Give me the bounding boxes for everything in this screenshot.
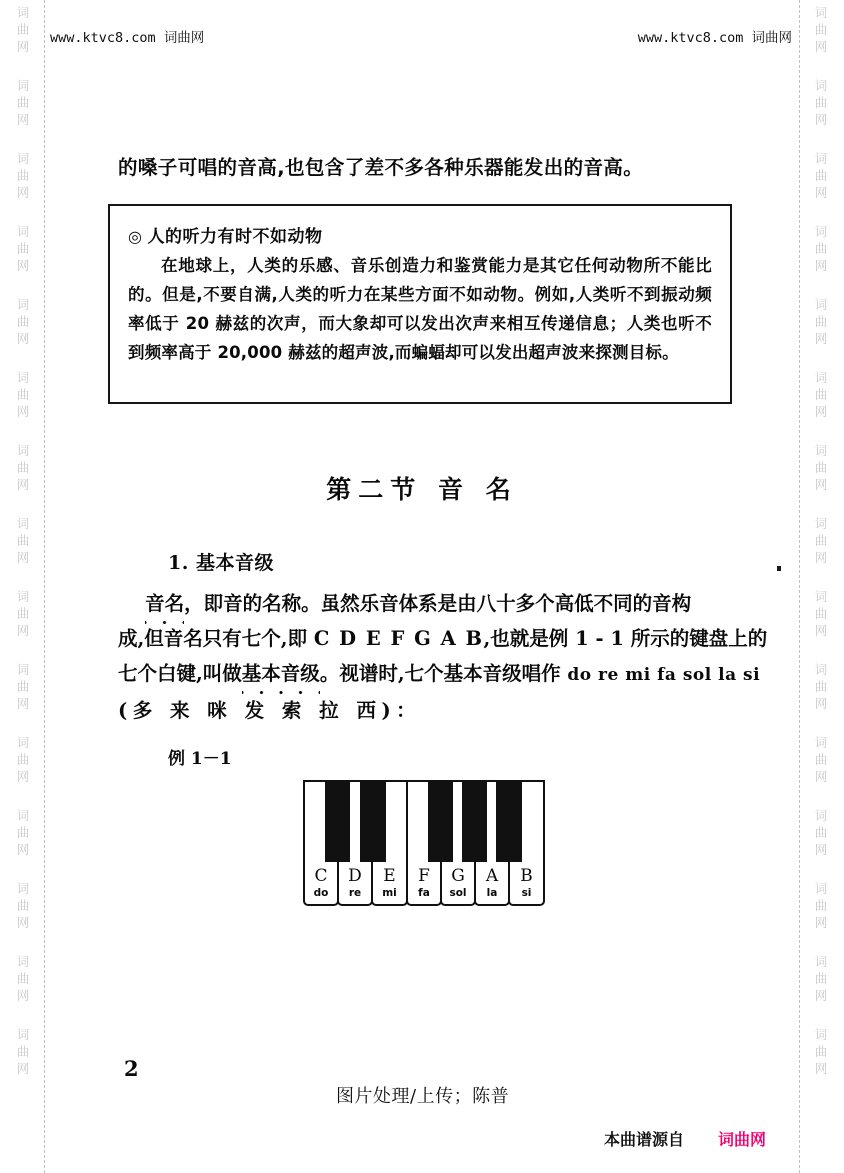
watermark-char: 网 — [814, 1061, 828, 1076]
paragraph-line-1-rest: ，即音的名称。虽然乐音体系是由八十多个高低不同的音构 — [184, 592, 692, 615]
watermark-unit — [17, 369, 30, 420]
paragraph-line-4: (多 来 咪 发 索 拉 西)： — [118, 699, 422, 722]
watermark-char: 网 — [16, 769, 30, 784]
watermark-char: 词 — [814, 735, 828, 750]
watermark-unit — [17, 661, 30, 712]
watermark-char: 词 — [814, 589, 828, 604]
watermark-char: 曲 — [814, 460, 828, 475]
watermark-char: 曲 — [814, 533, 828, 548]
watermark-char: 网 — [814, 39, 828, 54]
key-label-c — [305, 867, 337, 900]
watermark-char: 曲 — [16, 95, 30, 110]
watermark-char: 曲 — [16, 241, 30, 256]
watermark-char: 词 — [16, 589, 30, 604]
paragraph-line-3-b: 。视谱时,七个基本音级唱作 — [319, 662, 568, 685]
watermark-char: 网 — [814, 477, 828, 492]
black-key-a-sharp[interactable] — [496, 780, 522, 862]
source-brand[interactable]: 词曲网 — [718, 1130, 767, 1149]
watermark-unit — [815, 150, 828, 201]
key-syllable: re — [348, 887, 362, 899]
watermark-char: 词 — [814, 662, 828, 677]
note-box-title-text: 人的听力有时不如动物 — [147, 227, 323, 247]
watermark-char: 曲 — [814, 387, 828, 402]
watermark-unit — [815, 661, 828, 712]
watermark-unit — [815, 223, 828, 274]
watermark-char: 曲 — [814, 314, 828, 329]
watermark-unit — [815, 953, 828, 1004]
header-right-url: www.ktvc8.com — [637, 30, 744, 46]
key-syllable: si — [521, 887, 532, 899]
main-paragraph — [118, 586, 768, 728]
watermark-char: 词 — [814, 151, 828, 166]
watermark-char: 网 — [16, 842, 30, 857]
watermark-unit — [17, 4, 30, 55]
paragraph-line-2-a: 成,但音名只有七个,即 — [118, 627, 314, 650]
watermark-char: 网 — [814, 915, 828, 930]
watermark-char: 词 — [16, 662, 30, 677]
watermark-char: 词 — [814, 78, 828, 93]
watermark-char: 网 — [814, 331, 828, 346]
source-attribution — [604, 1127, 766, 1150]
key-label-g — [442, 867, 474, 900]
key-letter: E — [383, 866, 396, 886]
watermark-unit — [17, 77, 30, 128]
paragraph-line-1 — [118, 586, 758, 621]
watermark-char: 网 — [814, 842, 828, 857]
note-box-title — [128, 222, 712, 247]
paragraph-line-2 — [118, 621, 768, 656]
watermark-char: 词 — [16, 78, 30, 93]
watermark-char: 词 — [16, 881, 30, 896]
key-letter: C — [314, 866, 328, 886]
note-box-inner — [110, 206, 730, 377]
watermark-char: 曲 — [16, 898, 30, 913]
watermark-char: 词 — [814, 1027, 828, 1042]
watermark-char: 词 — [16, 735, 30, 750]
watermark-char: 网 — [16, 112, 30, 127]
watermark-column-left — [0, 0, 46, 1173]
watermark-char: 词 — [16, 808, 30, 823]
watermark-char: 曲 — [16, 168, 30, 183]
watermark-char: 词 — [16, 1027, 30, 1042]
emphasis-yinming: 音名 — [145, 592, 185, 615]
watermark-char: 曲 — [16, 22, 30, 37]
circle-bullet-icon: ◎ — [128, 227, 143, 246]
key-letter: D — [348, 866, 362, 886]
watermark-char: 曲 — [16, 825, 30, 840]
watermark-unit — [17, 807, 30, 858]
watermark-char: 网 — [814, 696, 828, 711]
black-key-c-sharp[interactable] — [325, 780, 350, 862]
header-left-site: 词曲网 — [163, 30, 205, 46]
key-label-f — [408, 867, 440, 900]
watermark-char: 曲 — [814, 22, 828, 37]
watermark-char: 词 — [814, 297, 828, 312]
watermark-unit — [17, 223, 30, 274]
header-left-url: www.ktvc8.com — [50, 30, 156, 46]
watermark-char: 词 — [814, 5, 828, 20]
watermark-char: 词 — [16, 516, 30, 531]
watermark-char: 网 — [16, 988, 30, 1003]
key-letter: F — [418, 866, 430, 886]
key-label-d — [339, 867, 371, 900]
watermark-char: 词 — [814, 881, 828, 896]
watermark-unit — [17, 515, 30, 566]
watermark-char: 曲 — [814, 95, 828, 110]
watermark-char: 曲 — [814, 606, 828, 621]
key-label-b — [510, 867, 543, 900]
watermark-unit — [815, 515, 828, 566]
watermark-char: 曲 — [16, 460, 30, 475]
watermark-unit — [815, 77, 828, 128]
watermark-char: 网 — [16, 1061, 30, 1076]
paragraph-line-3-a: 七个白键,叫做 — [118, 662, 242, 685]
watermark-unit — [17, 880, 30, 931]
watermark-unit — [815, 880, 828, 931]
source-label: 本曲谱源自 — [604, 1130, 685, 1149]
watermark-char: 曲 — [814, 825, 828, 840]
watermark-char: 网 — [16, 550, 30, 565]
watermark-char: 网 — [814, 258, 828, 273]
watermark-unit — [17, 734, 30, 785]
watermark-char: 网 — [16, 915, 30, 930]
watermark-char: 词 — [814, 224, 828, 239]
watermark-char: 网 — [814, 550, 828, 565]
paragraph-line-2-b: ,也就是例 1 - 1 所示的键盘上的 — [483, 627, 768, 650]
watermark-char: 曲 — [814, 679, 828, 694]
watermark-char: 网 — [814, 112, 828, 127]
solfege-names: do re mi fa sol la si — [567, 665, 761, 685]
watermark-unit — [815, 588, 828, 639]
watermark-char: 网 — [16, 696, 30, 711]
watermark-char: 网 — [814, 988, 828, 1003]
watermark-char: 曲 — [16, 533, 30, 548]
key-syllable: la — [486, 887, 498, 899]
lead-paragraph: 的嗓子可唱的音高,也包含了差不多各种乐器能发出的音高。 — [118, 156, 644, 179]
key-letter: B — [520, 866, 533, 886]
watermark-char: 词 — [16, 224, 30, 239]
watermark-char: 词 — [814, 370, 828, 385]
paragraph-line-3 — [118, 656, 761, 693]
watermark-char: 网 — [16, 623, 30, 638]
watermark-char: 曲 — [16, 752, 30, 767]
watermark-char: 网 — [16, 185, 30, 200]
watermark-unit — [815, 4, 828, 55]
key-syllable: mi — [382, 887, 397, 899]
watermark-char: 曲 — [16, 971, 30, 986]
emphasis-jibenyinji: 基本音级 — [241, 662, 320, 685]
key-letter: G — [451, 866, 465, 886]
note-box-paragraph: 在地球上，人类的乐感、音乐创造力和鉴赏能力是其它任何动物所不能比的。但是,不要自满,人类的听力在某些方面不如动物。例如,人类听不到振动频率低于 20 赫兹的次声，而大象却可以发出次声来相互传递信息；人类也听不到频率高于 20,000 赫兹的超声波,而蝙蝠却可以发出超声波来探测目标。 — [128, 256, 712, 362]
watermark-char: 曲 — [814, 1044, 828, 1059]
header-left — [50, 26, 204, 46]
subsection-title: 1. 基本音级 — [168, 552, 274, 574]
watermark-unit — [17, 588, 30, 639]
watermark-char: 网 — [814, 769, 828, 784]
watermark-column-right — [798, 0, 844, 1173]
watermark-unit — [17, 1026, 30, 1077]
watermark-char: 曲 — [814, 971, 828, 986]
watermark-char: 曲 — [814, 168, 828, 183]
watermark-char: 网 — [16, 477, 30, 492]
watermark-char: 词 — [814, 443, 828, 458]
watermark-char: 网 — [814, 623, 828, 638]
page-number: 2 — [124, 1056, 139, 1081]
header-right — [638, 26, 792, 46]
watermark-char: 网 — [16, 331, 30, 346]
watermark-char: 曲 — [16, 606, 30, 621]
piano-keyboard-figure — [303, 780, 545, 906]
watermark-char: 词 — [814, 954, 828, 969]
watermark-char: 曲 — [16, 314, 30, 329]
watermark-char: 网 — [16, 258, 30, 273]
watermark-char: 曲 — [814, 898, 828, 913]
watermark-char: 词 — [16, 151, 30, 166]
black-key-d-sharp[interactable] — [360, 780, 386, 862]
watermark-char: 曲 — [814, 241, 828, 256]
watermark-unit — [17, 150, 30, 201]
watermark-char: 网 — [814, 185, 828, 200]
note-letters: C D E F G A B — [313, 627, 484, 650]
watermark-unit — [17, 953, 30, 1004]
watermark-divider-left — [44, 0, 45, 1173]
watermark-char: 曲 — [16, 387, 30, 402]
upload-credit: 图片处理/上传；陈普 — [336, 1086, 510, 1107]
watermark-char: 网 — [814, 404, 828, 419]
scan-speck — [777, 566, 781, 571]
watermark-char: 网 — [16, 404, 30, 419]
watermark-char: 曲 — [16, 679, 30, 694]
watermark-unit — [815, 807, 828, 858]
key-letter: A — [485, 866, 499, 886]
note-box — [108, 204, 732, 404]
watermark-char: 词 — [16, 297, 30, 312]
watermark-unit — [815, 296, 828, 347]
watermark-unit — [815, 1026, 828, 1077]
watermark-char: 词 — [16, 5, 30, 20]
key-label-a — [476, 867, 508, 900]
key-syllable: sol — [449, 887, 467, 899]
watermark-char: 词 — [16, 443, 30, 458]
watermark-unit — [815, 734, 828, 785]
watermark-divider-right — [799, 0, 800, 1173]
key-syllable: fa — [418, 887, 430, 899]
black-key-f-sharp[interactable] — [428, 780, 453, 862]
watermark-char: 网 — [16, 39, 30, 54]
watermark-char: 词 — [16, 370, 30, 385]
watermark-unit — [17, 296, 30, 347]
watermark-char: 词 — [814, 808, 828, 823]
watermark-char: 曲 — [16, 1044, 30, 1059]
section-heading: 第二节 音 名 — [326, 475, 518, 504]
black-key-g-sharp[interactable] — [462, 780, 487, 862]
example-label: 例 1－1 — [168, 749, 232, 769]
watermark-char: 曲 — [814, 752, 828, 767]
watermark-unit — [815, 369, 828, 420]
header-right-site: 词曲网 — [751, 30, 792, 46]
key-label-e — [373, 867, 406, 900]
watermark-char: 词 — [16, 954, 30, 969]
watermark-char: 词 — [814, 516, 828, 531]
key-syllable: do — [313, 887, 329, 899]
